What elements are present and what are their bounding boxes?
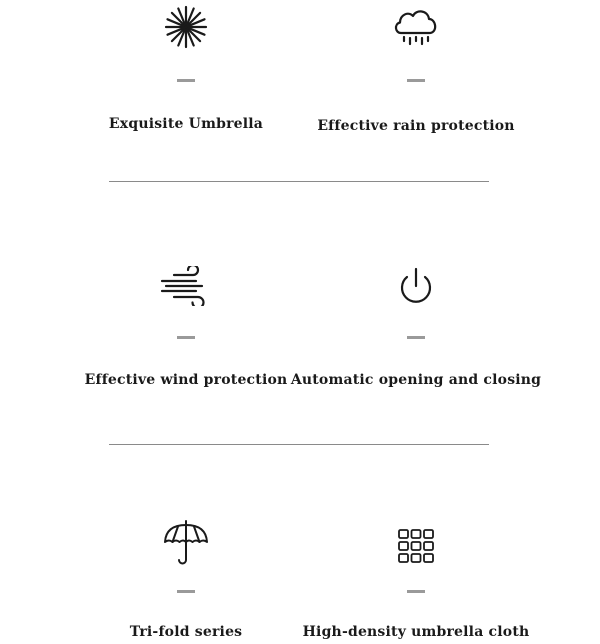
grid-icon [396, 526, 436, 570]
feature-label: Effective rain protection [317, 118, 515, 134]
feature-label: Exquisite Umbrella [108, 116, 264, 132]
separator-dash [177, 590, 195, 593]
feature-label: Effective wind protection [84, 372, 288, 388]
umbrella-icon [162, 520, 210, 572]
feature-label: High-density umbrella cloth [302, 624, 530, 640]
feature-tri-fold [56, 0, 316, 644]
feature-high-density-cloth [286, 0, 546, 644]
separator-dash [407, 590, 425, 593]
feature-label: Automatic opening and closing [290, 372, 542, 388]
feature-label: Tri-fold series [129, 624, 243, 640]
